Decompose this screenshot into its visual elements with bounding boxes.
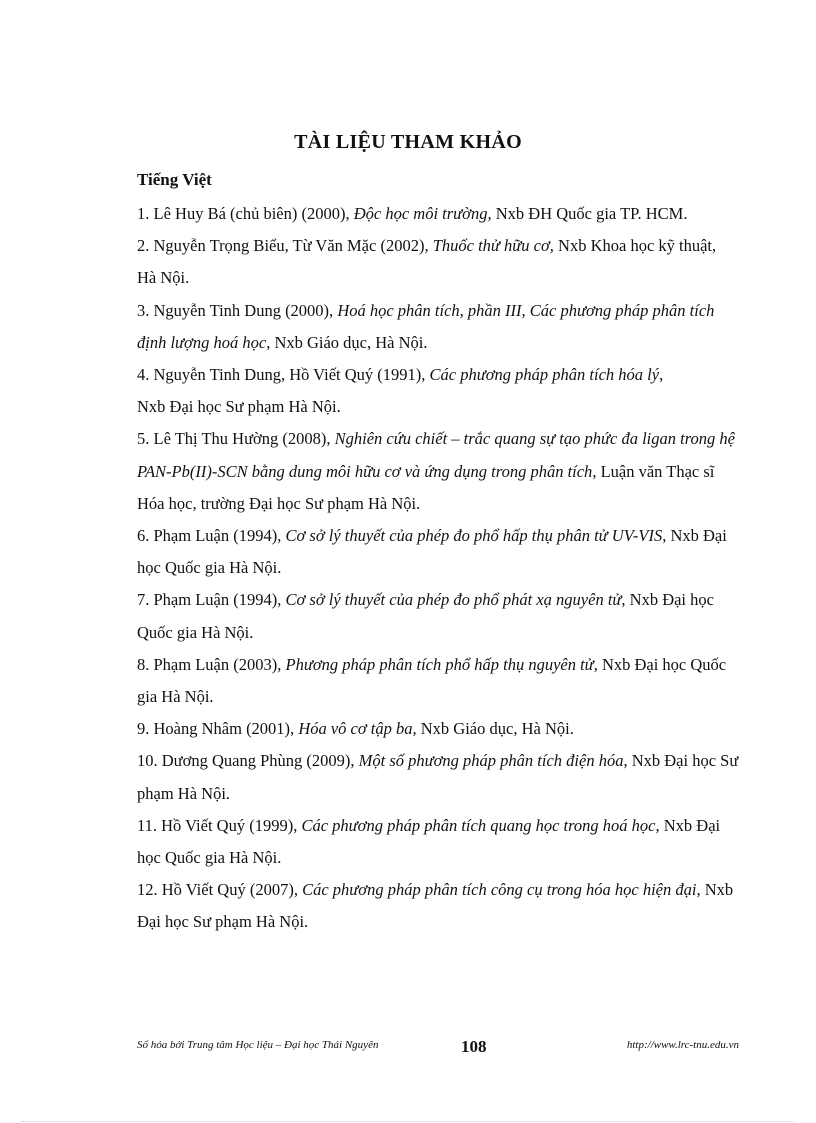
reference-item: 4. Nguyễn Tinh Dung, Hồ Viết Quý (1991), Các phương pháp phân tích hóa lý,: [137, 365, 664, 385]
section-heading: Tiếng Việt: [137, 170, 212, 189]
reference-item: 5. Lê Thị Thu Hường (2008), Nghiên cứu chiết – trắc quang sự tạo phức đa ligan trong hệ PAN-Pb(II)-SCN bằng dung môi hữu cơ và ứng dụng trong phân tích, Luận văn Thạc sĩ Hóa học, trường Đại học Sư phạm Hà Nội.: [137, 429, 735, 513]
reference-item: 11. Hồ Viết Quý (1999), Các phương pháp phân tích quang học trong hoá học, Nxb Đại học Quốc gia Hà Nội.: [137, 815, 721, 868]
page-title: TÀI LIỆU THAM KHẢO: [294, 131, 522, 153]
reference-item: 9. Hoàng Nhâm (2001), Hóa vô cơ tập ba, Nxb Giáo dục, Hà Nội.: [137, 719, 574, 739]
footer-attribution: Số hóa bởi Trung tâm Học liệu – Đại học Thái Nguyên: [137, 1039, 379, 1051]
page-bottom-divider: [22, 1121, 794, 1122]
reference-item: 6. Phạm Luận (1994), Cơ sở lý thuyết của phép đo phổ hấp thụ phân tử UV-VIS, Nxb Đại học Quốc gia Hà Nội.: [137, 526, 727, 578]
reference-list: [137, 198, 739, 939]
page-number: 108: [461, 1037, 487, 1056]
page-footer: [137, 1037, 739, 1061]
reference-item: 8. Phạm Luận (2003), Phương pháp phân tích phổ hấp thụ nguyên tử, Nxb Đại học Quốc gia Hà Nội.: [137, 654, 727, 707]
footer-url: http://www.lrc-tnu.edu.vn: [626, 1039, 739, 1051]
reference-item-continuation: Nxb Đại học Sư phạm Hà Nội.: [137, 397, 341, 417]
reference-item: 2. Nguyễn Trọng Biểu, Từ Văn Mặc (2002), Thuốc thử hữu cơ, Nxb Khoa học kỹ thuật, Hà Nội.: [137, 236, 717, 288]
reference-item: 10. Dương Quang Phùng (2009), Một số phương pháp phân tích điện hóa, Nxb Đại học Sư phạm Hà Nội.: [137, 751, 739, 803]
reference-item: 12. Hồ Viết Quý (2007), Các phương pháp phân tích công cụ trong hóa học hiện đại, Nxb Đại học Sư phạm Hà Nội.: [137, 880, 734, 932]
reference-item: 7. Phạm Luận (1994), Cơ sở lý thuyết của phép đo phổ phát xạ nguyên tử, Nxb Đại học Quốc gia Hà Nội.: [137, 590, 714, 642]
reference-item: 1. Lê Huy Bá (chủ biên) (2000), Độc học môi trường, Nxb ĐH Quốc gia TP. HCM.: [137, 204, 688, 223]
reference-item: 3. Nguyễn Tinh Dung (2000), Hoá học phân tích, phần III, Các phương pháp phân tích định lượng hoá học, Nxb Giáo dục, Hà Nội.: [137, 300, 715, 352]
